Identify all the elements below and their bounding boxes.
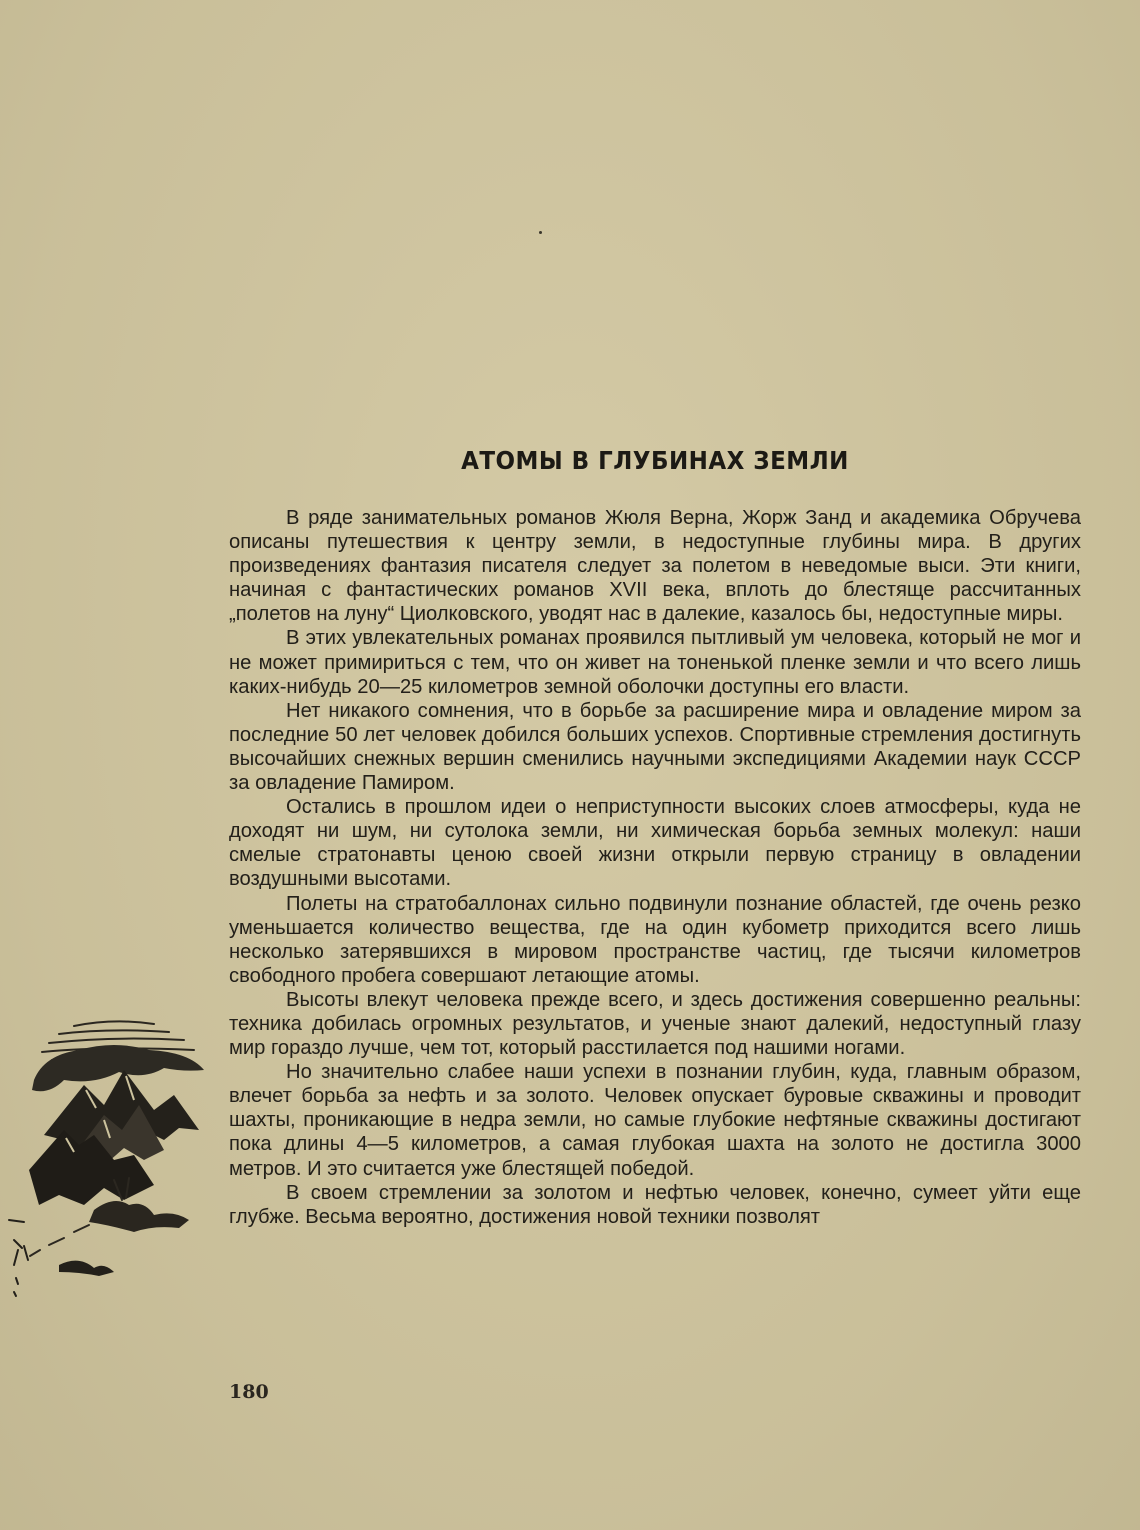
paragraph-3: Нет никакого сомнения, что в борьбе за расширение мира и овладение миром за последние 50 лет человек добился больших успехов. Спортивные стремления достигнуть высочайших снежных вершин сменились научными экспедициями Академии наук СССР за овладение Памиром. bbox=[229, 699, 1081, 795]
mountain-illustration bbox=[4, 1010, 219, 1310]
paragraph-5: Полеты на стратобаллонах сильно подвинули познание областей, где очень резко уменьшается количество вещества, где на один кубометр приходится всего лишь несколько затерявшихся в мировом пространстве частиц, где тысячи километров свободного пробега совершают летающие атомы. bbox=[229, 892, 1081, 987]
paragraph-7: Но значительно слабее наши успехи в познании глубин, куда, главным образом, влечет борьба за нефть и за золото. Человек опускает буровые скважины и проводит шахты, проникающие в недра земли, но самые глубокие нефтяные скважины достигают пока длины 4—5 километров, а самая глубокая шахта на золото не достигла 3000 метров. И это считается уже блестящей победой. bbox=[229, 1061, 1081, 1180]
paragraph-6: Высоты влекут человека прежде всего, и здесь достижения совершенно реальны: техника добилась огромных результатов, и ученые знают далекий, недоступный глазу мир гораздо лучше, чем тот, который расстилается под нашими ногами. bbox=[229, 988, 1081, 1060]
page-number: 180 bbox=[229, 1381, 269, 1403]
paragraph-2: В этих увлекательных романах проявился пытливый ум человека, который не мог и не может примириться с тем, что он живет на тоненькой пленке земли и что всего лишь каких-нибудь 20—25 километров земной оболочки доступны его власти. bbox=[229, 627, 1081, 698]
paragraph-8: В своем стремлении за золотом и нефтью человек, конечно, сумеет уйти еще глубже. Весьма вероятно, достижения новой техники позволят bbox=[229, 1181, 1081, 1228]
print-speck bbox=[539, 231, 542, 234]
article-title: АТОМЫ В ГЛУБИНАХ ЗЕМЛИ bbox=[461, 446, 849, 475]
paragraph-4: Остались в прошлом идеи о неприступности высоких слоев атмосферы, куда не доходят ни шум, ни сутолока земли, ни химическая борьба земных молекул: наши смелые стратонавты ценою своей жизни открыли первую страницу в овладении воздушными высотами. bbox=[229, 796, 1081, 891]
paragraph-1: В ряде занимательных романов Жюля Верна, Жорж Занд и академика Обручева описаны путешествия к центру земли, в недоступные глубины мира. В других произведениях фантазия писателя следует за полетом в неведомые выси. Эти книги, начиная с фантастических романов XVII века, вплоть до блестяще рассчитанных „полетов на луну“ Циолковского, уводят нас в далекие, казалось бы, недоступные миры. bbox=[229, 507, 1081, 626]
article-body bbox=[229, 506, 1081, 1229]
